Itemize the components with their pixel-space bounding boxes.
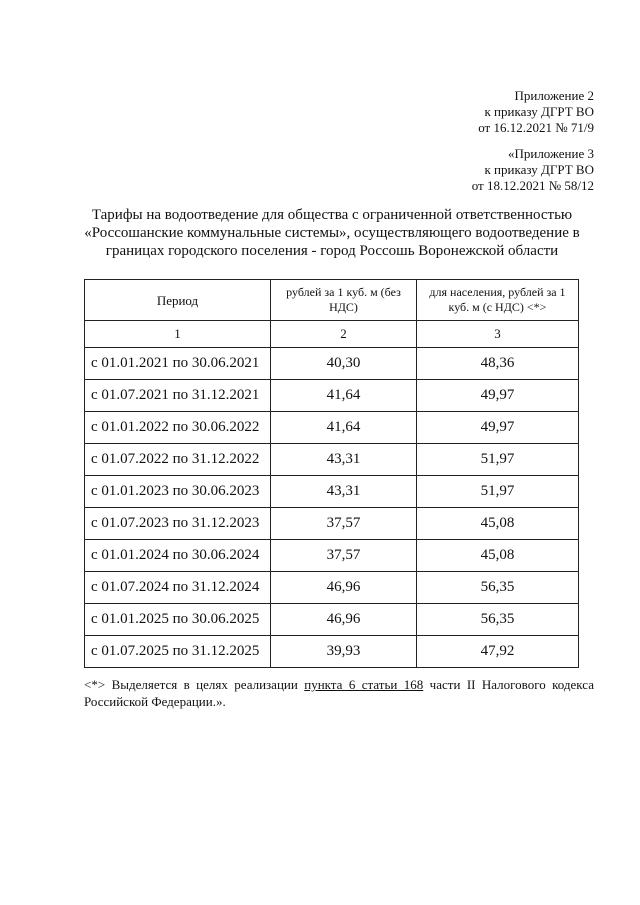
column-number: 2: [271, 321, 417, 348]
period-cell: с 01.01.2022 по 30.06.2022: [85, 412, 271, 444]
tariff-with-vat-cell: 49,97: [417, 380, 579, 412]
period-cell: с 01.07.2023 по 31.12.2023: [85, 508, 271, 540]
tariff-with-vat-cell: 51,97: [417, 444, 579, 476]
tariff-with-vat-cell: 56,35: [417, 572, 579, 604]
tariff-no-vat-cell: 43,31: [271, 476, 417, 508]
tariff-no-vat-cell: 46,96: [271, 572, 417, 604]
footnote-text: части II Налогового кодекса Российской Федерации.».: [84, 677, 594, 709]
annex-reference-2: [472, 146, 594, 194]
table-row: [85, 476, 579, 508]
title-line: границах городского поселения - город Россошь Воронежской области: [105, 243, 559, 259]
header-no-vat: рублей за 1 куб. м (без НДС): [271, 280, 417, 321]
period-cell: с 01.01.2024 по 30.06.2024: [85, 540, 271, 572]
period-cell: с 01.07.2024 по 31.12.2024: [85, 572, 271, 604]
table-row: [85, 604, 579, 636]
header-period: Период: [85, 280, 271, 321]
tariff-no-vat-cell: 46,96: [271, 604, 417, 636]
header-with-vat: для населения, рублей за 1 куб. м (с НДС) <*>: [417, 280, 579, 321]
table-column-number-row: [85, 321, 579, 348]
annex-line: от 18.12.2021 № 58/12: [471, 178, 594, 193]
title-line: Тарифы на водоотведение для общества с ограниченной ответственностью: [91, 207, 573, 223]
table-row: [85, 540, 579, 572]
tariff-with-vat-cell: 51,97: [417, 476, 579, 508]
period-cell: с 01.01.2021 по 30.06.2021: [85, 348, 271, 380]
period-cell: с 01.07.2021 по 31.12.2021: [85, 380, 271, 412]
column-number: 3: [417, 321, 579, 348]
title-line: «Россошанские коммунальные системы», осуществляющего водоотведение в: [84, 225, 580, 241]
annex-line: «Приложение 3: [507, 146, 594, 161]
tariff-no-vat-cell: 43,31: [271, 444, 417, 476]
table-row: [85, 380, 579, 412]
tariff-with-vat-cell: 45,08: [417, 540, 579, 572]
period-cell: с 01.01.2025 по 30.06.2025: [85, 604, 271, 636]
table-row: [85, 444, 579, 476]
footnote-law-reference: пункта 6 статьи 168: [304, 677, 424, 692]
tariff-with-vat-cell: 45,08: [417, 508, 579, 540]
period-cell: с 01.07.2025 по 31.12.2025: [85, 636, 271, 668]
tariff-with-vat-cell: 47,92: [417, 636, 579, 668]
tariff-with-vat-cell: 49,97: [417, 412, 579, 444]
table-row: [85, 508, 579, 540]
annex-line: от 16.12.2021 № 71/9: [478, 120, 594, 135]
table-row: [85, 572, 579, 604]
tariff-no-vat-cell: 40,30: [271, 348, 417, 380]
column-number: 1: [85, 321, 271, 348]
table-row: [85, 412, 579, 444]
annex-line: к приказу ДГРТ ВО: [484, 162, 594, 177]
table-row: [85, 636, 579, 668]
footnote-text: <*> Выделяется в целях реализации: [84, 677, 305, 692]
tariff-no-vat-cell: 41,64: [271, 380, 417, 412]
tariff-with-vat-cell: 48,36: [417, 348, 579, 380]
tariff-no-vat-cell: 37,57: [271, 508, 417, 540]
table-header-row: [85, 280, 579, 321]
period-cell: с 01.01.2023 по 30.06.2023: [85, 476, 271, 508]
annex-line: к приказу ДГРТ ВО: [484, 104, 594, 119]
table-row: [85, 348, 579, 380]
tariff-with-vat-cell: 56,35: [417, 604, 579, 636]
document-title: [80, 206, 584, 260]
footnote: [84, 676, 594, 710]
tariff-no-vat-cell: 41,64: [271, 412, 417, 444]
tariff-no-vat-cell: 37,57: [271, 540, 417, 572]
tariff-no-vat-cell: 39,93: [271, 636, 417, 668]
period-cell: с 01.07.2022 по 31.12.2022: [85, 444, 271, 476]
annex-reference-1: [478, 88, 594, 136]
tariff-table: [84, 279, 579, 668]
annex-line: Приложение 2: [514, 88, 594, 103]
